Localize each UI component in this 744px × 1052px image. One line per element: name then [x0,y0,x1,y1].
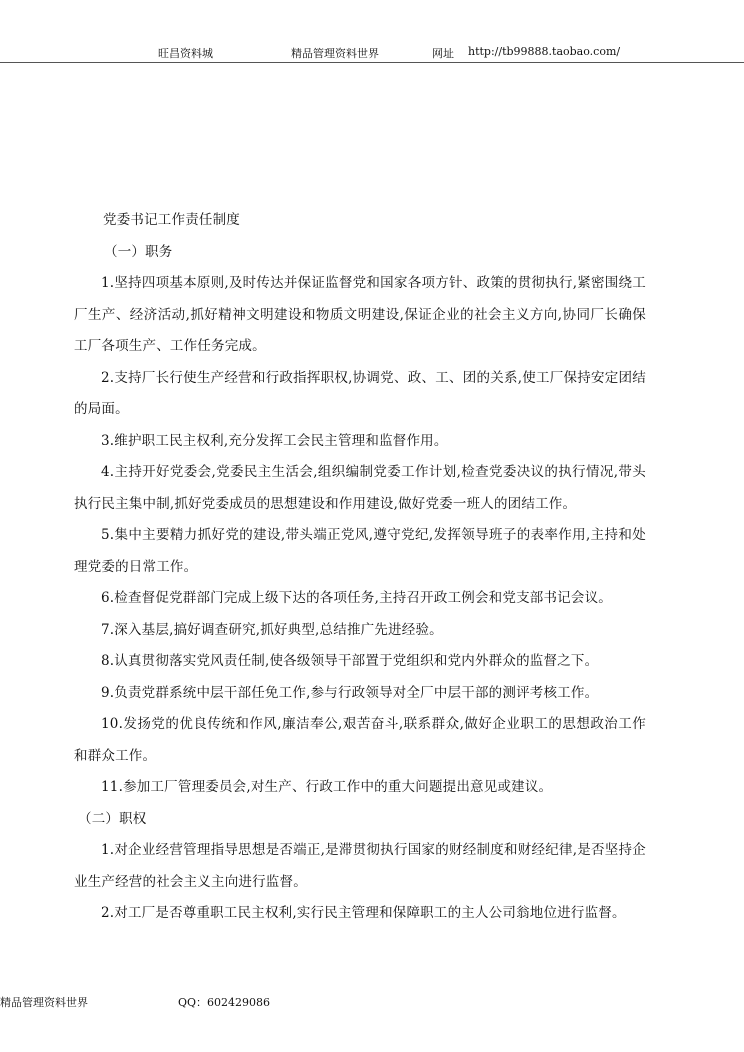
header-url-link[interactable]: http://tb99888.taobao.com/ [468,45,621,58]
duty-item: 11.参加工厂管理委员会,对生产、行政工作中的重大问题提出意见或建议。 [101,779,553,795]
duty-item: 8.认真贯彻落实党风责任制,使各级领导干部置于党组织和党内外群众的监督之下。 [101,653,599,669]
duty-item: 10.发扬党的优良传统和作风,廉洁奉公,艰苦奋斗,联系群众,做好企业职工的思想政治工作和群众工作。 [74,716,646,764]
header-url-label: 网址 [432,47,454,60]
duty-item: 7.深入基层,搞好调查研究,抓好典型,总结推广先进经验。 [101,621,443,638]
document-body [74,205,646,930]
duty-item: 1.坚持四项基本原则,及时传达并保证监督党和国家各项方针、政策的贯彻执行,紧密围绕工厂生产、经济活动,抓好精神文明建设和物质文明建设,保证企业的社会主义方向,协同厂长确保工厂各项生产、工作任务完成。 [74,275,646,354]
header-site-title: 精品管理资料世界 [291,47,379,60]
duty-item: 6.检查督促党群部门完成上级下达的各项任务,主持召开政工例会和党支部书记会议。 [101,590,612,606]
document-title: 党委书记工作责任制度 [103,212,240,228]
duty-item: 5.集中主要精力抓好党的建设,带头端正党风,遵守党纪,发挥领导班子的表率作用,主持和处理党委的日常工作。 [74,527,646,575]
duty-item: 9.负责党群系统中层干部任免工作,参与行政领导对全厂中层干部的测评考核工作。 [101,684,599,701]
power-item: 1.对企业经营管理指导思想是否端正,是滞贯彻执行国家的财经制度和财经纪律,是否坚持企业生产经营的社会主义主向进行监督。 [74,842,646,890]
duty-item: 2.支持厂长行使生产经营和行政指挥职权,协调党、政、工、团的关系,使工厂保持安定团结的局面。 [74,369,646,417]
section-heading-powers: （二）职权 [78,810,147,827]
page-header [0,42,744,63]
power-item: 2.对工厂是否尊重职工民主权利,实行民主管理和保障职工的主人公司翁地位进行监督。 [101,905,626,921]
footer-site-title: 精品管理资料世界 [0,996,88,1009]
section-heading-duties: （一）职务 [104,243,173,260]
footer-qq: QQ：602429086 [178,996,271,1009]
duty-item: 3.维护职工民主权利,充分发挥工会民主管理和监督作用。 [101,432,448,449]
header-site-name: 旺昌资料城 [158,47,213,60]
duty-item: 4.主持开好党委会,党委民主生活会,组织编制党委工作计划,检查党委决议的执行情况,带头执行民主集中制,抓好党委成员的思想建设和作用建设,做好党委一班人的团结工作。 [74,464,646,512]
